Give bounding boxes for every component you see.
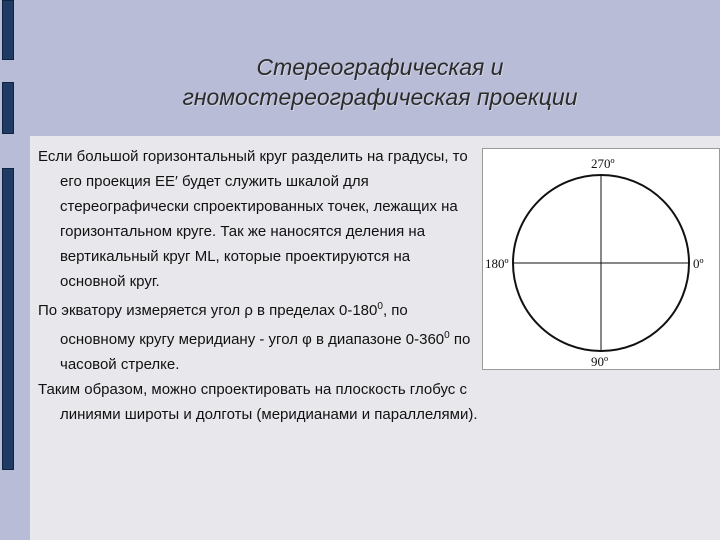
paragraph-1: Если большой горизонтальный круг разделить на градусы, то его проекция EE′ будет служить шкалой для стереографически спроектированных точек, лежащих на горизонтальном круге. Так же наносятся деления на вертикальный круг ML, которые проектируются на основной круг. (38, 148, 468, 290)
circle-diagram (483, 149, 719, 369)
paragraph-2-part-3: по часовой стрелке. (60, 331, 471, 373)
paragraph-2-part-2: , по основному кругу меридиану - угол φ в диапазоне 0-360 (60, 302, 445, 348)
left-decorative-strip (0, 0, 28, 540)
strip-bar-2 (2, 82, 14, 134)
degree-superscript-2: 0 (444, 330, 450, 341)
paragraph-2-part-1: По экватору измеряется угол ρ в пределах 0-180 (38, 302, 378, 319)
body-text (38, 144, 478, 427)
label-270: 270º (591, 156, 615, 171)
content-panel (30, 136, 720, 540)
label-0: 0º (693, 256, 704, 271)
stereographic-circle-figure (482, 148, 720, 370)
label-180: 180º (485, 256, 509, 271)
paragraph-3: Таким образом, можно спроектировать на плоскость глобус с линиями широты и долготы (меридианами и параллелями). (38, 381, 478, 423)
title-line-1: Стереографическая и (256, 54, 504, 80)
paragraph-2 (38, 294, 478, 377)
slide-title (80, 52, 680, 112)
title-line-2: гномостереографическая проекции (182, 84, 578, 110)
label-90: 90º (591, 354, 609, 369)
strip-bar-3 (2, 168, 14, 470)
degree-superscript-1: 0 (377, 301, 383, 312)
strip-bar-1 (2, 0, 14, 60)
